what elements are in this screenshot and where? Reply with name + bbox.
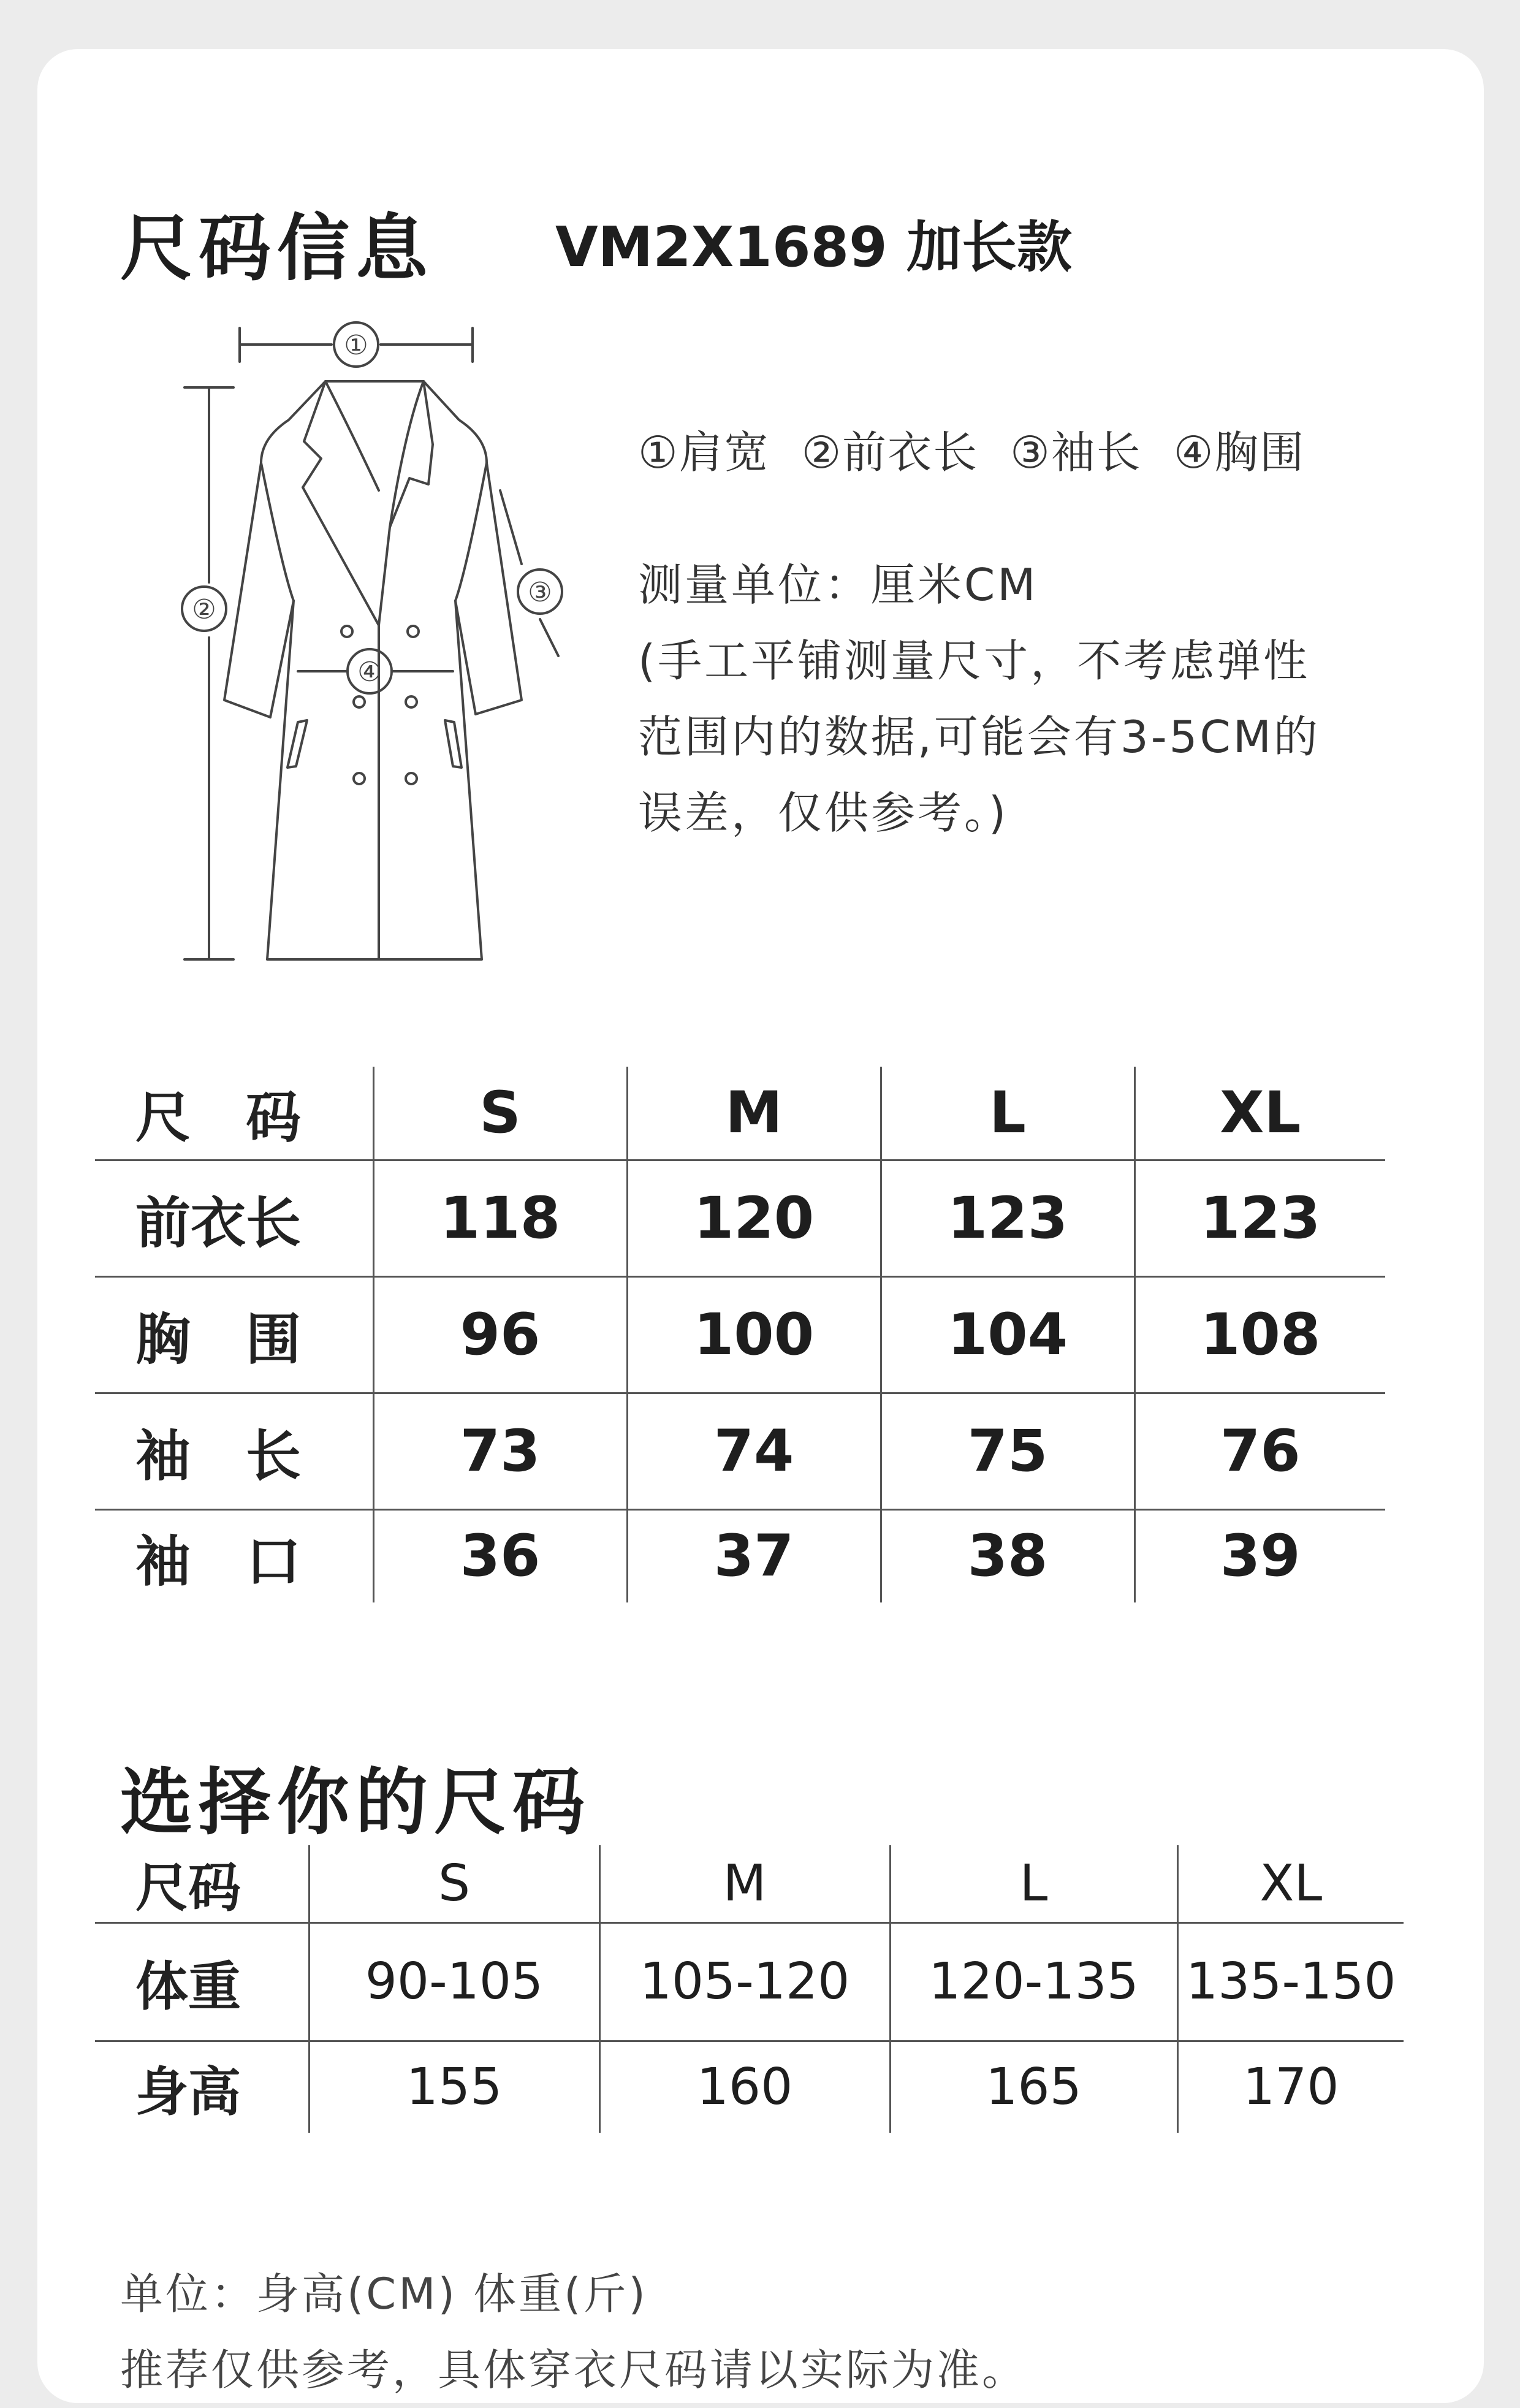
table-row xyxy=(95,1276,1385,1393)
legend-shoulder: ①肩宽 xyxy=(638,427,770,478)
row-label: 体重 xyxy=(95,1922,309,2041)
table-cell: 118 xyxy=(373,1160,627,1276)
row-label: 袖 长 xyxy=(95,1393,373,1509)
table-cell: 123 xyxy=(1134,1160,1385,1276)
table-cell: 108 xyxy=(1134,1276,1385,1393)
table-cell: 74 xyxy=(627,1393,881,1509)
table-row xyxy=(95,1160,1385,1276)
fit-section-title: 选择你的尺码 xyxy=(120,1760,591,1845)
size-header: XL xyxy=(1134,1067,1385,1160)
table-cell: 73 xyxy=(373,1393,627,1509)
size-header: XL xyxy=(1177,1845,1404,1922)
legend-sleeve: ③袖长 xyxy=(1010,427,1142,478)
table-cell: 120 xyxy=(627,1160,881,1276)
legend-chest: ④胸围 xyxy=(1173,427,1305,478)
footer-note xyxy=(120,2256,1027,2408)
row-label: 身高 xyxy=(95,2041,309,2133)
marker-chest: ④ xyxy=(357,657,382,688)
table-cell: 75 xyxy=(881,1393,1134,1509)
table-cell: 39 xyxy=(1134,1509,1385,1602)
size-header: L xyxy=(890,1845,1177,1922)
marker-length: ② xyxy=(192,594,216,625)
size-header: L xyxy=(881,1067,1134,1160)
page-title: 尺码信息 xyxy=(120,206,435,291)
measurement-note xyxy=(638,547,1320,851)
table-cell: 165 xyxy=(890,2041,1177,2133)
table-cell: 155 xyxy=(309,2041,599,2133)
fit-table xyxy=(95,1845,1404,2133)
table-cell: 135-150 xyxy=(1177,1922,1404,2041)
table-cell: 170 xyxy=(1177,2041,1404,2133)
size-table xyxy=(95,1067,1385,1602)
coat-diagram xyxy=(135,313,607,975)
table-cell: 120-135 xyxy=(890,1922,1177,2041)
legend-length: ②前衣长 xyxy=(801,427,979,478)
table-cell: 36 xyxy=(373,1509,627,1602)
model-number: VM2X1689 加长款 xyxy=(555,215,1073,280)
footer-units: 单位：身高(CM) 体重(斤) xyxy=(120,2269,648,2319)
table-cell: 96 xyxy=(373,1276,627,1393)
table-cell: 104 xyxy=(881,1276,1134,1393)
table-row xyxy=(95,1393,1385,1509)
marker-sleeve: ③ xyxy=(528,577,552,608)
marker-shoulder: ① xyxy=(344,330,368,361)
table-cell: 100 xyxy=(627,1276,881,1393)
row-label: 袖 口 xyxy=(95,1509,373,1602)
note-unit: 测量单位：厘米CM xyxy=(638,559,1038,611)
header-label: 尺码 xyxy=(135,1857,241,1919)
table-cell: 90-105 xyxy=(309,1922,599,2041)
size-info-card xyxy=(37,49,1484,2403)
table-cell: 160 xyxy=(599,2041,890,2133)
row-label: 胸 围 xyxy=(95,1276,373,1393)
note-line: (手工平铺测量尺寸，不考虑弹性 xyxy=(638,635,1310,687)
table-header-row xyxy=(95,1067,1385,1160)
header-label: 尺 码 xyxy=(135,1086,301,1151)
table-cell: 76 xyxy=(1134,1393,1385,1509)
footer-disclaimer: 推荐仅供参考，具体穿衣尺码请以实际为准。 xyxy=(120,2345,1027,2395)
row-label: 前衣长 xyxy=(95,1160,373,1276)
table-row xyxy=(95,2041,1404,2133)
size-header: S xyxy=(373,1067,627,1160)
table-row xyxy=(95,1922,1404,2041)
size-header: M xyxy=(627,1067,881,1160)
size-header: S xyxy=(309,1845,599,1922)
table-cell: 37 xyxy=(627,1509,881,1602)
table-row xyxy=(95,1509,1385,1602)
size-header: M xyxy=(599,1845,890,1922)
table-cell: 38 xyxy=(881,1509,1134,1602)
table-header-row xyxy=(95,1845,1404,1922)
note-line: 范围内的数据,可能会有3-5CM的 xyxy=(638,711,1320,763)
table-cell: 105-120 xyxy=(599,1922,890,2041)
note-line: 误差，仅供参考。) xyxy=(638,787,1009,839)
measurement-legend xyxy=(638,417,1305,481)
table-cell: 123 xyxy=(881,1160,1134,1276)
